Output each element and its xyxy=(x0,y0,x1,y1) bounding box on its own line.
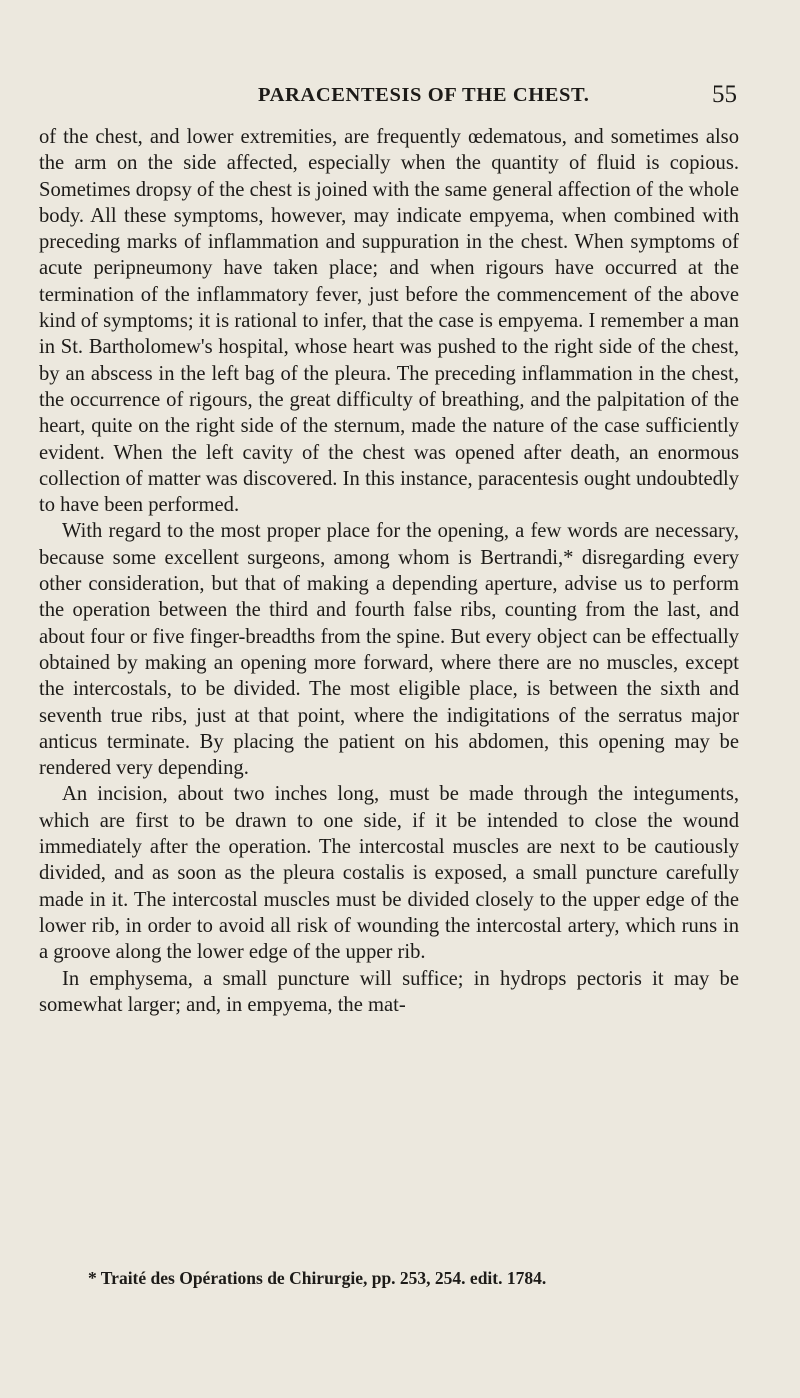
body-text xyxy=(39,124,739,1018)
paragraph: In emphysema, a small puncture will suffice; in hydrops pectoris it may be somewhat larger; and, in empyema, the mat- xyxy=(39,967,739,1016)
page-header xyxy=(0,81,800,116)
footnote: * Traité des Opérations de Chirurgie, pp. 253, 254. edit. 1784. xyxy=(88,1268,547,1288)
paragraph: of the chest, and lower extremities, are frequently œdematous, and sometimes also the arm on the side affected, especially when the quantity of fluid is copious. Sometimes dropsy of the chest is joined with the same general affection of the whole body. All these symptoms, however, may indicate empyema, when combined with preceding marks of inflammation and suppuration in the chest. When symptoms of acute peripneumony have taken place; and when rigours have occurred at the termination of the inflammatory fever, just before the commencement of the above kind of symptoms; it is rational to infer, that the case is empyema. I remember a man in St. Bartholomew's hospital, whose heart was pushed to the right side of the chest, by an abscess in the left bag of the pleura. The preceding inflammation in the chest, the occurrence of rigours, the great difficulty of breathing, and the palpitation of the heart, quite on the right side of the sternum, made the nature of the case sufficiently evident. When the left cavity of the chest was opened after death, an enormous collection of matter was discovered. In this instance, paracentesis ought undoubtedly to have been performed. xyxy=(39,126,739,517)
running-head: PARACENTESIS OF THE CHEST. xyxy=(258,84,590,106)
paragraph: With regard to the most proper place for the opening, a few words are necessary, because some excellent surgeons, among whom is Bertrandi,* disregarding every other consideration, but that of making a depending aperture, advise us to perform the operation between the third and fourth false ribs, counting from the last, and about four or five finger-breadths from the spine. But every object can be effectually obtained by making an opening more forward, where there are no muscles, except the intercostals, to be divided. The most eligible place, is between the sixth and seventh true ribs, just at that point, where the indigitations of the serratus major anticus terminate. By placing the patient on his abdomen, this opening may be rendered very depending. xyxy=(39,520,739,780)
paragraph: An incision, about two inches long, must be made through the integuments, which are first to be drawn to one side, if it be intended to close the wound immediately after the operation. The intercostal muscles are next to be cautiously divided, and as soon as the pleura costalis is exposed, a small puncture carefully made in it. The intercostal muscles must be divided closely to the upper edge of the lower rib, in order to avoid all risk of wounding the intercostal artery, which runs in a groove along the lower edge of the upper rib. xyxy=(39,783,739,964)
page-number: 55 xyxy=(712,81,737,108)
